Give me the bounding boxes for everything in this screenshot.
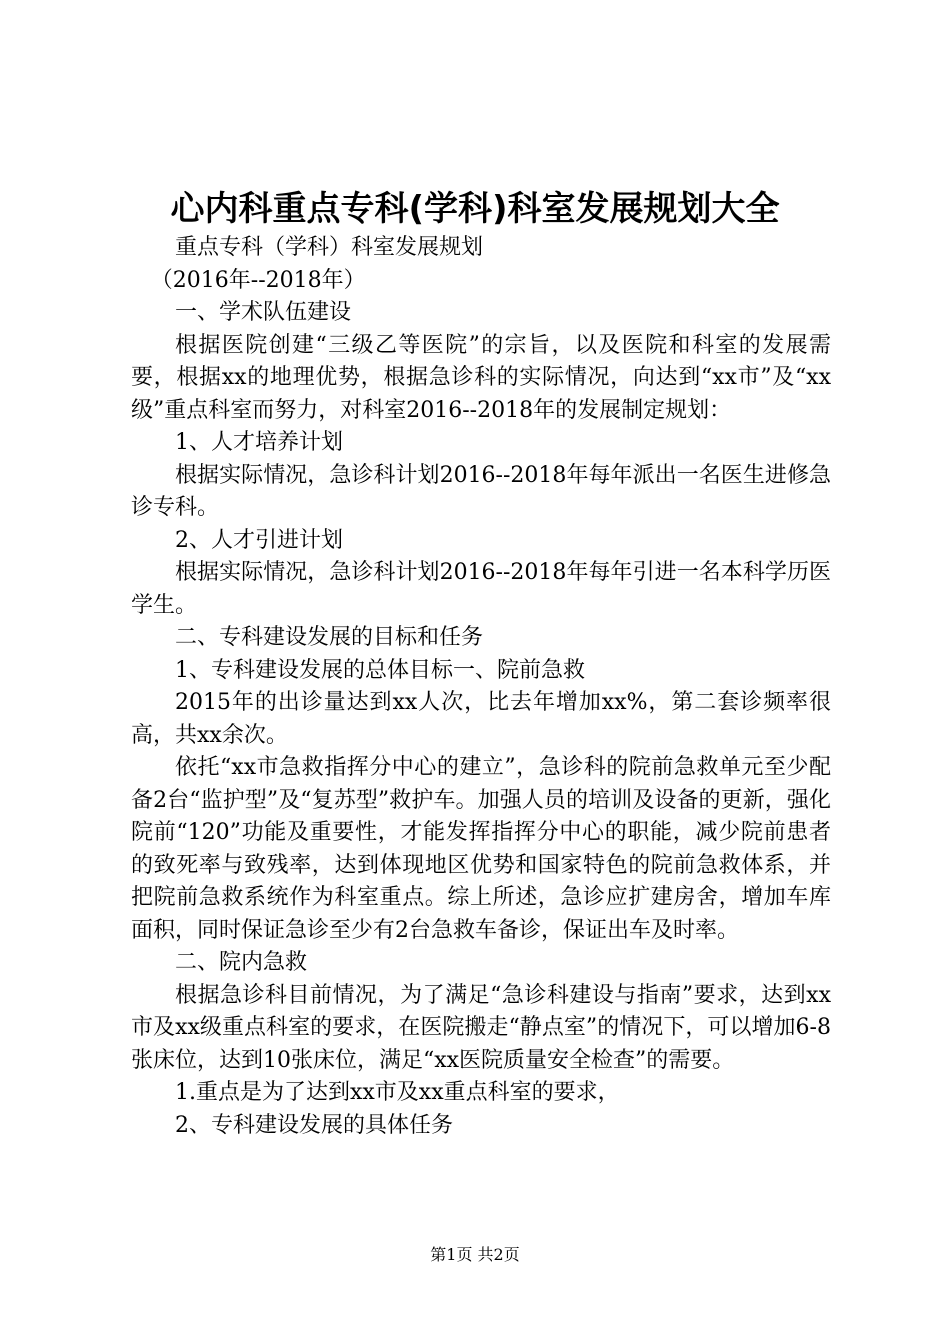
subheading-inhospital: 二、院内急救 [175, 950, 308, 975]
section-heading-2: 二、专科建设发展的目标和任务 [175, 625, 484, 650]
paragraph-inhospital: 根据急诊科目前情况，为了满足“急诊科建设与指南”要求，达到xx市及xx级重点科室的要求，在医院搬走“静点室”的情况下，可以增加6-8张床位，达到10张床位，满足“xx医院质量安全检查”的需要。 [131, 982, 831, 1073]
paragraph-2015-stats: 2015年的出诊量达到xx人次，比去年增加xx%，第二套诊频率很高，共xx余次。 [131, 690, 831, 748]
paragraph-key-point: 1.重点是为了达到xx市及xx重点科室的要求， [175, 1080, 620, 1105]
subheading-recruitment-plan: 2、人才引进计划 [175, 527, 343, 553]
document-title: 心内科重点专科(学科)科室发展规划大全 [170, 189, 780, 229]
date-range: （2016年--2018年） [150, 267, 366, 293]
paragraph-intro: 根据医院创建“三级乙等医院”的宗旨，以及医院和科室的发展需要，根据xx的地理优势，根据急诊科的实际情况，向达到“xx市”及“xx级”重点科室而努力，对科室2016--2018年的发展制定规划： [131, 332, 831, 423]
paragraph-recruitment: 根据实际情况，急诊科计划2016--2018年每年引进一名本科学历医学生。 [131, 560, 831, 618]
subtitle: 重点专科（学科）科室发展规划 [175, 235, 484, 260]
section-heading-1: 一、学术队伍建设 [175, 300, 352, 325]
paragraph-training: 根据实际情况，急诊科计划2016--2018年每年派出一名医生进修急诊专科。 [131, 462, 831, 520]
paragraph-prehospital: 依托“xx市急救指挥分中心的建立”，急诊科的院前急救单元至少配备2台“监护型”及“复苏型”救护车。加强人员的培训及设备的更新，强化院前“120”功能及重要性，才能发挥指挥分中心的职能，减少院前患者的致死率与致残率，达到体现地区优势和国家特色的院前急救体系，并把院前急救系统作为科室重点。综上所述，急诊应扩建房舍，增加车库面积，同时保证急诊至少有2台急救车备诊，保证出车及时率。 [131, 755, 831, 943]
subheading-training-plan: 1、人才培养计划 [175, 430, 343, 455]
page-footer: 第1页 共2页 [430, 1245, 520, 1264]
subheading-overall-goal: 1、专科建设发展的总体目标一、院前急救 [175, 657, 585, 683]
subheading-specific-tasks: 2、专科建设发展的具体任务 [175, 1112, 453, 1138]
document-body [131, 232, 831, 1142]
